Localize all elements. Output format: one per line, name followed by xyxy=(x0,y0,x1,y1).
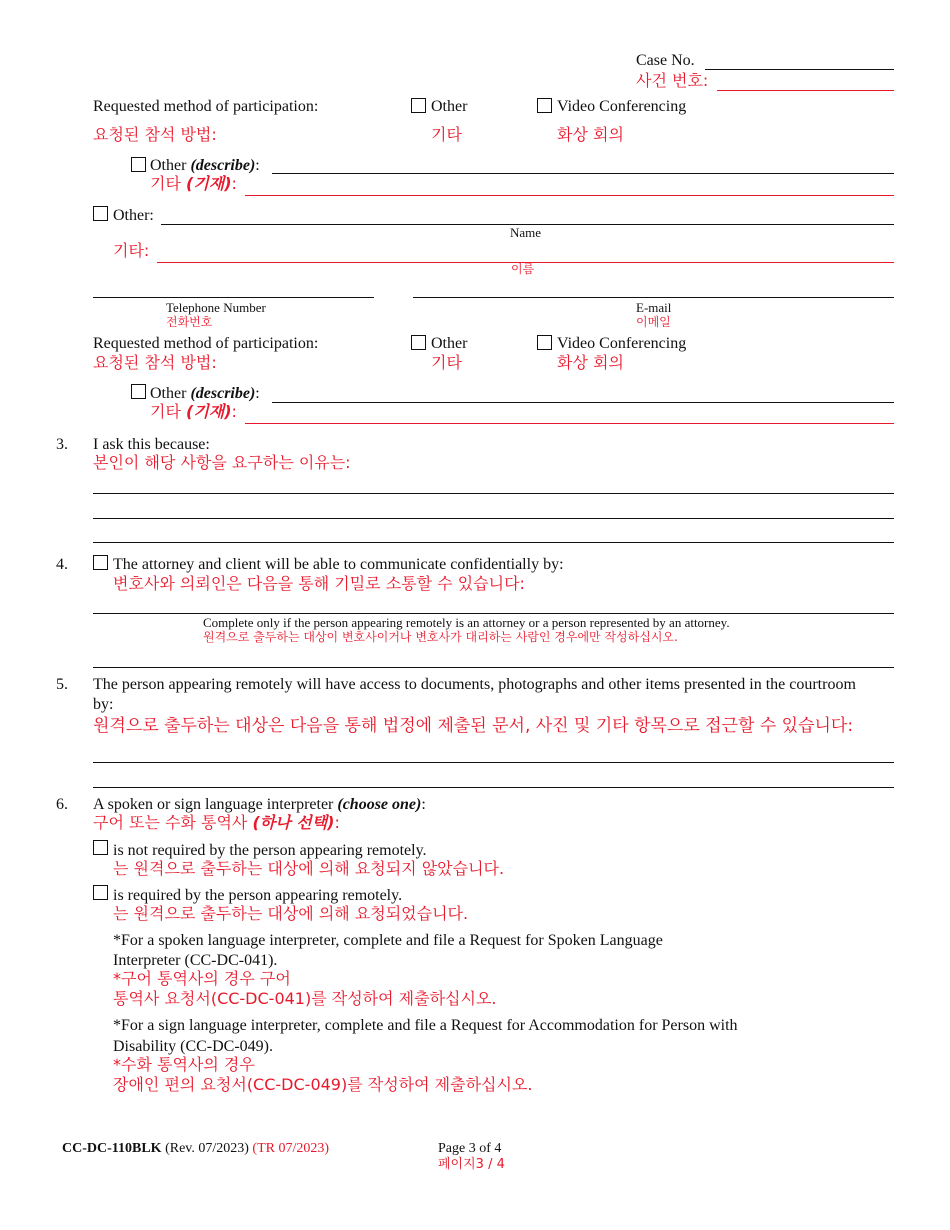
case-no-field-kr[interactable] xyxy=(717,90,894,91)
other-person-checkbox[interactable] xyxy=(93,206,108,221)
other-label-kr-2: 기타 xyxy=(431,353,462,372)
item5-text: The person appearing remotely will have access to documents, photographs and other items presented in the courtroom xyxy=(93,676,856,693)
item4-text: The attorney and client will be able to communicate confidentially by: xyxy=(113,556,564,573)
sign-note: *For a sign language interpreter, complete and file a Request for Accommodation for Person with xyxy=(113,1017,738,1034)
item5-text-kr: 원격으로 출두하는 대상은 다음을 통해 법정에 제출된 문서, 사진 및 기타 항목으로 접근할 수 있습니다: xyxy=(93,716,854,736)
video-label-kr: 화상 회의 xyxy=(557,125,624,144)
other-describe-label-kr-2: 기타 (기재): xyxy=(150,402,237,421)
item4-checkbox[interactable] xyxy=(93,555,108,570)
item6-text-kr: 구어 또는 수화 통역사 (하나 선택): xyxy=(93,813,340,832)
item6-number: 6. xyxy=(56,796,68,813)
method-label-kr-2: 요청된 참석 방법: xyxy=(93,353,217,372)
other-describe-label-2: Other (describe): xyxy=(150,385,260,402)
other-describe-field[interactable] xyxy=(272,173,894,174)
telephone-caption: Telephone Number xyxy=(166,300,266,315)
spoken-note: *For a spoken language interpreter, complete and file a Request for Spoken Language xyxy=(113,932,663,949)
other-person-label: Other: xyxy=(113,207,154,224)
email-caption: E-mail xyxy=(636,300,672,315)
video-label-kr-2: 화상 회의 xyxy=(557,353,624,372)
name-caption: Name xyxy=(510,225,542,240)
name-caption-kr: 이름 xyxy=(511,262,535,276)
other-describe-field-kr-2[interactable] xyxy=(245,423,894,424)
case-no-field[interactable] xyxy=(705,69,894,70)
item6-text: A spoken or sign language interpreter (choose one): xyxy=(93,796,426,813)
not-required-label: is not required by the person appearing remotely. xyxy=(113,842,427,859)
item5-text-cont: by: xyxy=(93,696,114,713)
required-checkbox[interactable] xyxy=(93,885,108,900)
telephone-caption-kr: 전화번호 xyxy=(166,315,213,329)
other-label-kr: 기타 xyxy=(431,125,462,144)
required-label: is required by the person appearing remotely. xyxy=(113,887,403,904)
telephone-field[interactable] xyxy=(93,297,374,298)
reason-line-3[interactable] xyxy=(93,542,894,543)
item3-text: I ask this because: xyxy=(93,436,210,453)
other-describe-label: Other (describe): xyxy=(150,157,260,174)
case-no-label-kr: 사건 번호: xyxy=(636,71,709,90)
item4-number: 4. xyxy=(56,556,68,573)
other-describe-label-kr: 기타 (기재): xyxy=(150,174,237,193)
sign-note-kr: *수화 통역사의 경우 xyxy=(113,1055,255,1074)
not-required-label-kr: 는 원격으로 출두하는 대상에 의해 요청되지 않았습니다. xyxy=(113,859,505,878)
page-number: Page 3 of 4 xyxy=(438,1141,502,1156)
other-describe-field-2[interactable] xyxy=(272,402,894,403)
video-checkbox-2[interactable] xyxy=(537,335,552,350)
confidential-line-2[interactable] xyxy=(93,667,894,668)
other-describe-field-kr[interactable] xyxy=(245,195,894,196)
email-caption-kr: 이메일 xyxy=(636,315,671,329)
other-label: Other xyxy=(431,98,468,115)
access-line-1[interactable] xyxy=(93,762,894,763)
method-label-kr: 요청된 참석 방법: xyxy=(93,125,217,144)
item4-note: Complete only if the person appearing remotely is an attorney or a person represented by an attorney. xyxy=(203,615,730,630)
item3-number: 3. xyxy=(56,436,68,453)
item4-note-kr: 원격으로 출두하는 대상이 변호사이거나 변호사가 대리하는 사람인 경우에만 작성하십시오. xyxy=(203,630,678,644)
email-field[interactable] xyxy=(413,297,894,298)
item3-text-kr: 본인이 해당 사항을 요구하는 이유는: xyxy=(93,453,351,472)
method-label: Requested method of participation: xyxy=(93,98,319,115)
video-label: Video Conferencing xyxy=(557,98,687,115)
spoken-note-cont: Interpreter (CC-DC-041). xyxy=(113,952,278,969)
required-label-kr: 는 원격으로 출두하는 대상에 의해 요청되었습니다. xyxy=(113,904,469,923)
other-person-label-kr: 기타: xyxy=(113,241,150,260)
other-describe-checkbox-2[interactable] xyxy=(131,384,146,399)
item5-number: 5. xyxy=(56,676,68,693)
confidential-line[interactable] xyxy=(93,613,894,614)
not-required-checkbox[interactable] xyxy=(93,840,108,855)
page-number-kr: 페이지3 / 4 xyxy=(438,1157,505,1172)
video-label-2: Video Conferencing xyxy=(557,335,687,352)
case-no-label: Case No. xyxy=(636,52,695,69)
sign-note-kr-cont: 장애인 편의 요청서(CC-DC-049)를 작성하여 제출하십시오. xyxy=(113,1075,533,1094)
spoken-note-kr-cont: 통역사 요청서(CC-DC-041)를 작성하여 제출하십시오. xyxy=(113,989,497,1008)
video-checkbox[interactable] xyxy=(537,98,552,113)
other-checkbox[interactable] xyxy=(411,98,426,113)
other-describe-checkbox[interactable] xyxy=(131,157,146,172)
sign-note-cont: Disability (CC-DC-049). xyxy=(113,1038,273,1055)
method-label-2: Requested method of participation: xyxy=(93,335,319,352)
footer-form-id: CC-DC-110BLK (Rev. 07/2023) (TR 07/2023) xyxy=(62,1141,330,1156)
access-line-2[interactable] xyxy=(93,787,894,788)
item4-text-kr: 변호사와 의뢰인은 다음을 통해 기밀로 소통할 수 있습니다: xyxy=(113,574,525,593)
other-checkbox-2[interactable] xyxy=(411,335,426,350)
other-label-2: Other xyxy=(431,335,468,352)
reason-line-2[interactable] xyxy=(93,518,894,519)
reason-line-1[interactable] xyxy=(93,493,894,494)
spoken-note-kr: *구어 통역사의 경우 구어 xyxy=(113,969,291,988)
